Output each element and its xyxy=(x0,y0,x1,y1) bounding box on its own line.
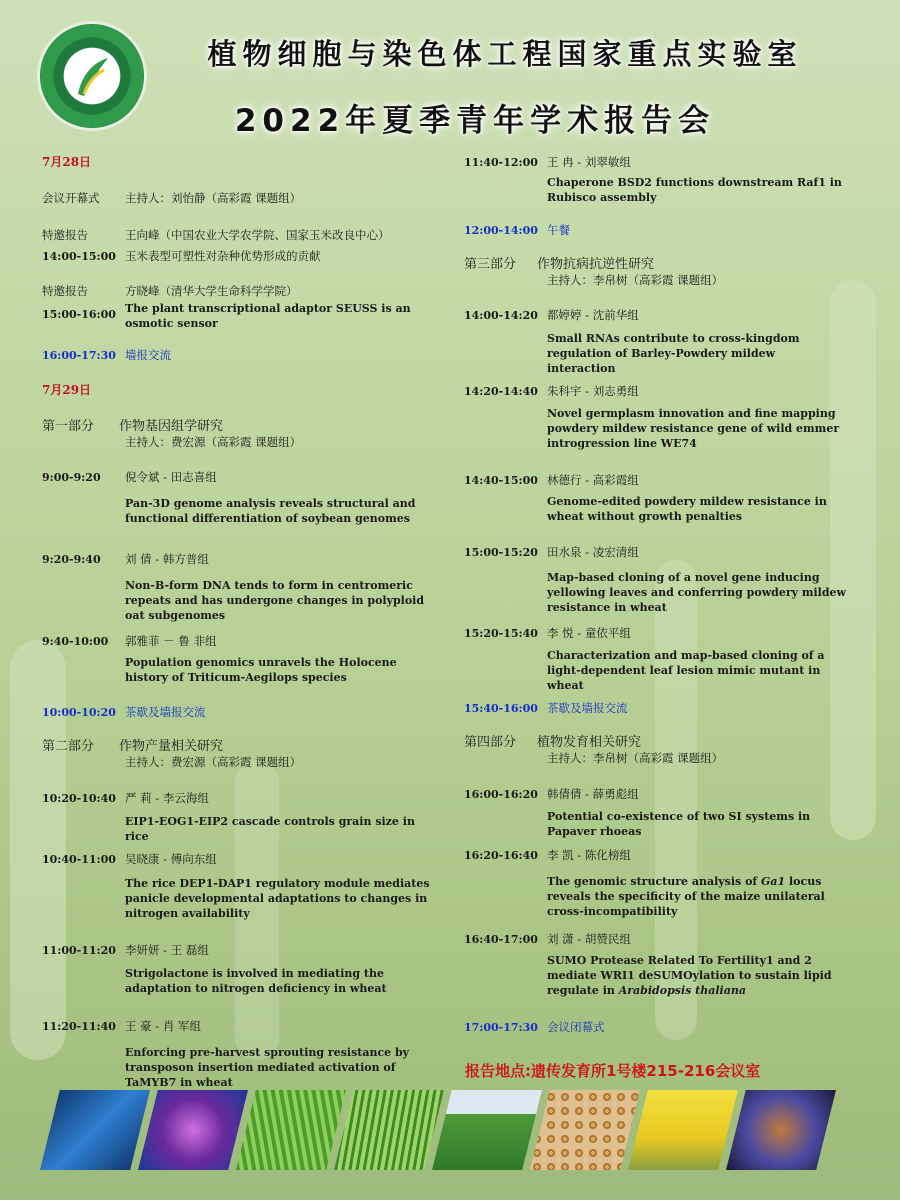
talk-title: Population genomics unravels the Holocene history of Triticum-Aegilops species xyxy=(125,656,397,684)
talk-time: 9:40-10:00 xyxy=(42,635,109,648)
section-host: 主持人：费宏源（高彩霞 课题组） xyxy=(125,755,302,769)
talk-speaker: 王 豪 - 肖 军组 xyxy=(125,1019,202,1033)
talk-title: Pan-3D genome analysis reveals structural and functional differentiation of soybean genomes xyxy=(125,497,416,525)
talk-time: 15:00-16:00 xyxy=(42,308,116,321)
talk-title xyxy=(547,874,847,919)
talk-title: Non-B-form DNA tends to form in centromeric repeats and has undergone changes in polyploid oat subgenomes xyxy=(125,579,425,622)
dna-image xyxy=(40,1090,150,1170)
invited-label: 特邀报告 xyxy=(42,284,88,298)
talk-time: 11:20-11:40 xyxy=(42,1020,116,1033)
wheat-leaf-icon xyxy=(74,54,110,98)
talk-title: Novel germplasm innovation and fine mapping powdery mildew resistance gene of wild emmer introgression line WE74 xyxy=(547,407,840,450)
talk-time: 9:20-9:40 xyxy=(42,553,101,566)
invited-speaker: 方晓峰（清华大学生命科学学院） xyxy=(125,284,298,298)
rapeseed-field-image xyxy=(628,1090,738,1170)
talk-time: 14:00-15:00 xyxy=(42,250,116,263)
talk-time: 14:00-14:20 xyxy=(464,309,538,322)
break-time: 10:00-10:20 xyxy=(42,706,116,719)
lunch-label: 午餐 xyxy=(547,223,570,237)
section-label: 第三部分 xyxy=(464,257,517,272)
talk-time: 15:20-15:40 xyxy=(464,627,538,640)
section-label: 第一部分 xyxy=(42,419,95,434)
talk-speaker: 田水泉 - 凌宏清组 xyxy=(547,545,639,559)
lab-title: 植物细胞与染色体工程国家重点实验室 xyxy=(207,37,803,71)
section-name: 作物产量相关研究 xyxy=(119,739,224,754)
image-strip xyxy=(40,1090,870,1172)
talk-time: 14:40-15:00 xyxy=(464,474,538,487)
talk-title: EIP1-EOG1-EIP2 cascade controls grain size in rice xyxy=(125,815,415,843)
wheat-seedlings-image xyxy=(236,1090,346,1170)
chromosome-image xyxy=(138,1090,248,1170)
talk-speaker: 吴晓康 - 傅向东组 xyxy=(125,852,217,866)
break-time: 15:40-16:00 xyxy=(464,702,538,715)
talk-time: 11:40-12:00 xyxy=(464,156,538,169)
closing-label: 会议闭幕式 xyxy=(547,1020,605,1034)
talk-time: 10:40-11:00 xyxy=(42,853,116,866)
day-date: 7月29日 xyxy=(42,383,92,397)
talk-title-part: The genomic structure analysis of xyxy=(547,875,761,888)
poster-time: 16:00-17:30 xyxy=(42,349,116,362)
section-host: 主持人：费宏源（高彩霞 课题组） xyxy=(125,435,302,449)
talk-speaker: 王 冉 - 刘翠敏组 xyxy=(547,155,631,169)
talk-time: 16:00-16:20 xyxy=(464,788,538,801)
talk-title: Enforcing pre-harvest sprouting resistance by transposon insertion mediated activation of TaMYB7 in wheat xyxy=(125,1046,410,1089)
talk-time: 16:40-17:00 xyxy=(464,933,538,946)
opening-label: 会议开幕式 xyxy=(42,191,100,205)
gene-name: Ga1 xyxy=(760,875,786,888)
section-label: 第二部分 xyxy=(42,739,95,754)
talk-title xyxy=(547,953,852,998)
day-date: 7月28日 xyxy=(42,155,92,169)
talk-speaker: 郭雅菲 － 鲁 非组 xyxy=(125,634,217,648)
section-host: 主持人：李帛树（高彩霞 课题组） xyxy=(547,273,724,287)
section-name: 作物抗病抗逆性研究 xyxy=(537,257,655,272)
soybean-image xyxy=(530,1090,640,1170)
talk-speaker: 倪令斌 - 田志喜组 xyxy=(125,470,217,484)
talk-title-part: locus reveals the specificity of the maize unilateral cross-incompatibility xyxy=(547,875,825,918)
section-name: 植物发育相关研究 xyxy=(537,735,642,750)
talk-title: Chaperone BSD2 functions downstream Raf1 in Rubisco assembly xyxy=(547,176,842,204)
talk-title: The plant transcriptional adaptor SEUSS is an osmotic sensor xyxy=(125,302,411,330)
talk-time: 15:00-15:20 xyxy=(464,546,538,559)
section-name: 作物基因组学研究 xyxy=(119,419,224,434)
crop-field-image xyxy=(432,1090,542,1170)
talk-speaker: 朱科宇 - 刘志勇组 xyxy=(547,384,639,398)
talk-speaker: 都婷婷 - 沈前华组 xyxy=(547,308,639,322)
break-label: 茶歇及墙报交流 xyxy=(125,705,206,719)
talk-time: 14:20-14:40 xyxy=(464,385,538,398)
talk-speaker: 李 凯 - 陈化榜组 xyxy=(547,848,631,862)
rice-field-image xyxy=(334,1090,444,1170)
species-name: Arabidopsis thaliana xyxy=(618,984,746,997)
section-label: 第四部分 xyxy=(464,735,517,750)
talk-title: Potential co-existence of two SI systems in Papaver rhoeas xyxy=(547,810,811,838)
talk-speaker: 刘 潇 - 胡赞民组 xyxy=(547,932,631,946)
break-label: 茶歇及墙报交流 xyxy=(547,701,628,715)
talk-time: 11:00-11:20 xyxy=(42,944,116,957)
talk-time: 16:20-16:40 xyxy=(464,849,538,862)
talk-speaker: 李妍妍 - 王 磊组 xyxy=(125,943,209,957)
protein-structure-image xyxy=(726,1090,836,1170)
talk-speaker: 林德行 - 高彩霞组 xyxy=(547,473,639,487)
talk-speaker: 韩倩倩 - 薛勇彪组 xyxy=(547,787,639,801)
talk-speaker: 刘 倩 - 韩方普组 xyxy=(125,552,209,566)
talk-title: 玉米表型可塑性对杂种优势形成的贡献 xyxy=(125,249,321,263)
lunch-time: 12:00-14:00 xyxy=(464,224,538,237)
opening-host: 主持人：刘怡静（高彩霞 课题组） xyxy=(125,191,302,205)
talk-title: Small RNAs contribute to cross-kingdom regulation of Barley-Powdery mildew interaction xyxy=(547,332,800,375)
venue-text: 报告地点:遗传发育所1号楼215-216会议室 xyxy=(465,1062,761,1080)
section-host: 主持人：李帛树（高彩霞 课题组） xyxy=(547,751,724,765)
talk-time: 9:00-9:20 xyxy=(42,471,101,484)
talk-title: Characterization and map-based cloning of a light-dependent leaf lesion mimic mutant in wheat xyxy=(547,649,825,692)
invited-label: 特邀报告 xyxy=(42,228,88,242)
poster-label: 墙报交流 xyxy=(125,348,171,362)
talk-title: Map-based cloning of a novel gene inducing yellowing leaves and conferring powdery mildew resistance in wheat xyxy=(547,571,847,614)
talk-title: Genome-edited powdery mildew resistance in wheat without growth penalties xyxy=(547,495,827,523)
closing-time: 17:00-17:30 xyxy=(464,1021,538,1034)
talk-time: 10:20-10:40 xyxy=(42,792,116,805)
talk-title: The rice DEP1-DAP1 regulatory module mediates panicle developmental adaptations to changes in nitrogen availability xyxy=(125,877,430,920)
talk-speaker: 严 莉 - 李云海组 xyxy=(125,791,209,805)
talk-title: Strigolactone is involved in mediating the adaptation to nitrogen deficiency in wheat xyxy=(125,967,387,995)
event-title: 2022年夏季青年学术报告会 xyxy=(234,103,716,139)
talk-speaker: 李 悦 - 童依平组 xyxy=(547,626,631,640)
wheat-ear-decoration xyxy=(10,640,66,1060)
talk-title-part: SUMO Protease Related To Fertility1 and 2 mediate WRI1 deSUMOylation to sustain lipid regulate in xyxy=(547,954,832,997)
invited-speaker: 王向峰（中国农业大学农学院、国家玉米改良中心） xyxy=(125,228,390,242)
